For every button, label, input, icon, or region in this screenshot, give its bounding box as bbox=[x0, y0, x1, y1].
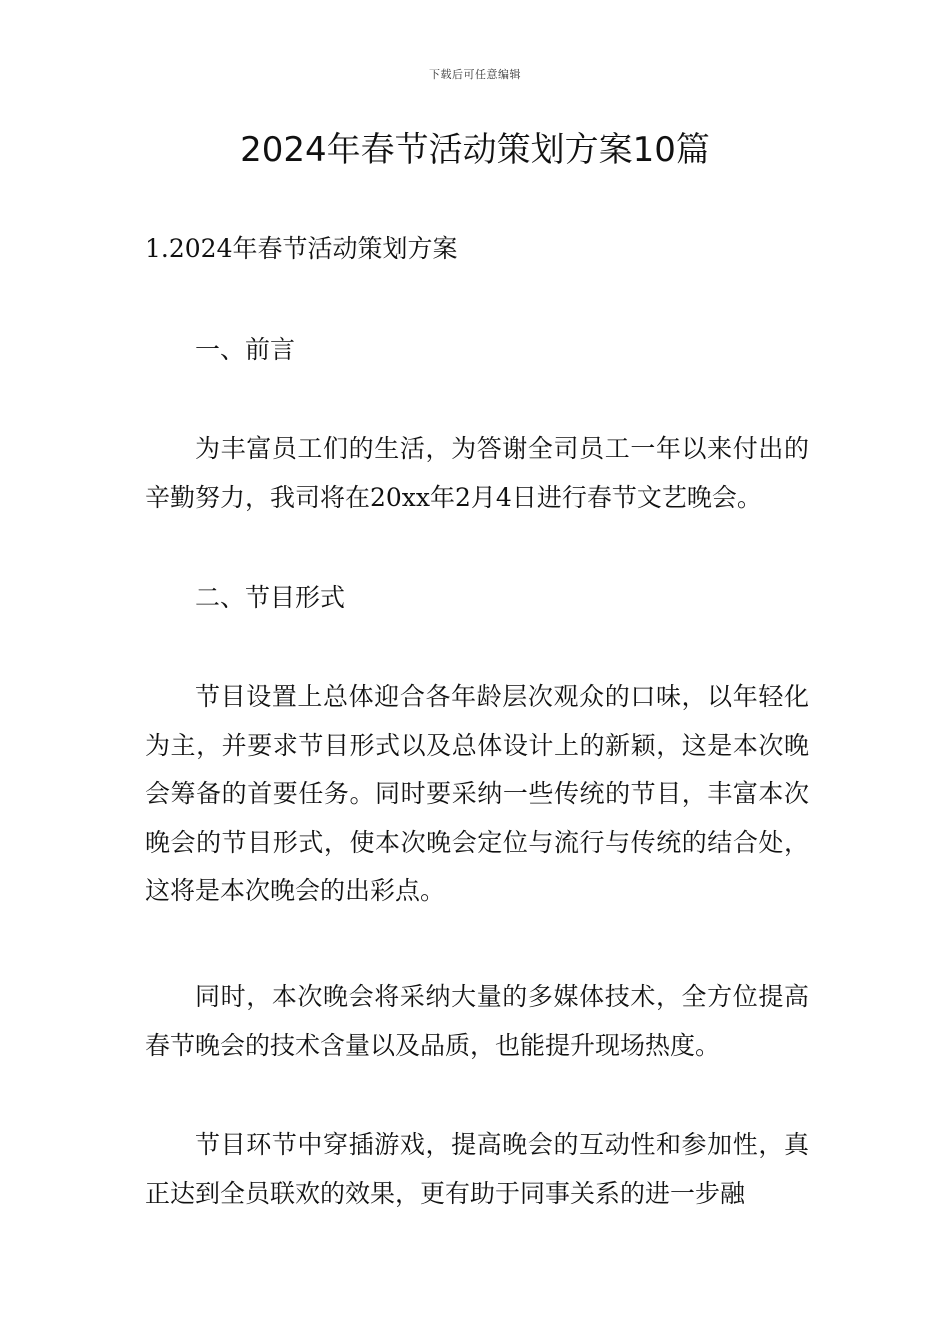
header-note: 下载后可任意编辑 bbox=[429, 68, 521, 81]
document-subtitle: 1.2024年春节活动策划方案 bbox=[145, 234, 458, 263]
paragraph-program-format-1: 节目设置上总体迎合各年龄层次观众的口味，以年轻化为主，并要求节目形式以及总体设计上的新颖，这是本次晚会筹备的首要任务。同时要采纳一些传统的节目，丰富本次晚会的节目形式，使本次晚会定位与流行与传统的结合处，这将是本次晚会的出彩点。 bbox=[145, 682, 809, 905]
section-heading-preface: 一、前言 bbox=[195, 335, 296, 364]
section-heading-program-format: 二、节目形式 bbox=[195, 583, 346, 612]
document-title: 2024年春节活动策划方案10篇 bbox=[240, 130, 710, 170]
paragraph-program-format-3: 节目环节中穿插游戏，提高晚会的互动性和参加性，真正达到全员联欢的效果，更有助于同事关系的进一步融 bbox=[145, 1130, 809, 1208]
paragraph-program-format-2: 同时，本次晚会将采纳大量的多媒体技术，全方位提高春节晚会的技术含量以及品质，也能提升现场热度。 bbox=[145, 982, 809, 1060]
paragraph-preface: 为丰富员工们的生活，为答谢全司员工一年以来付出的辛勤努力，我司将在20xx年2月4日进行春节文艺晚会。 bbox=[145, 434, 809, 512]
